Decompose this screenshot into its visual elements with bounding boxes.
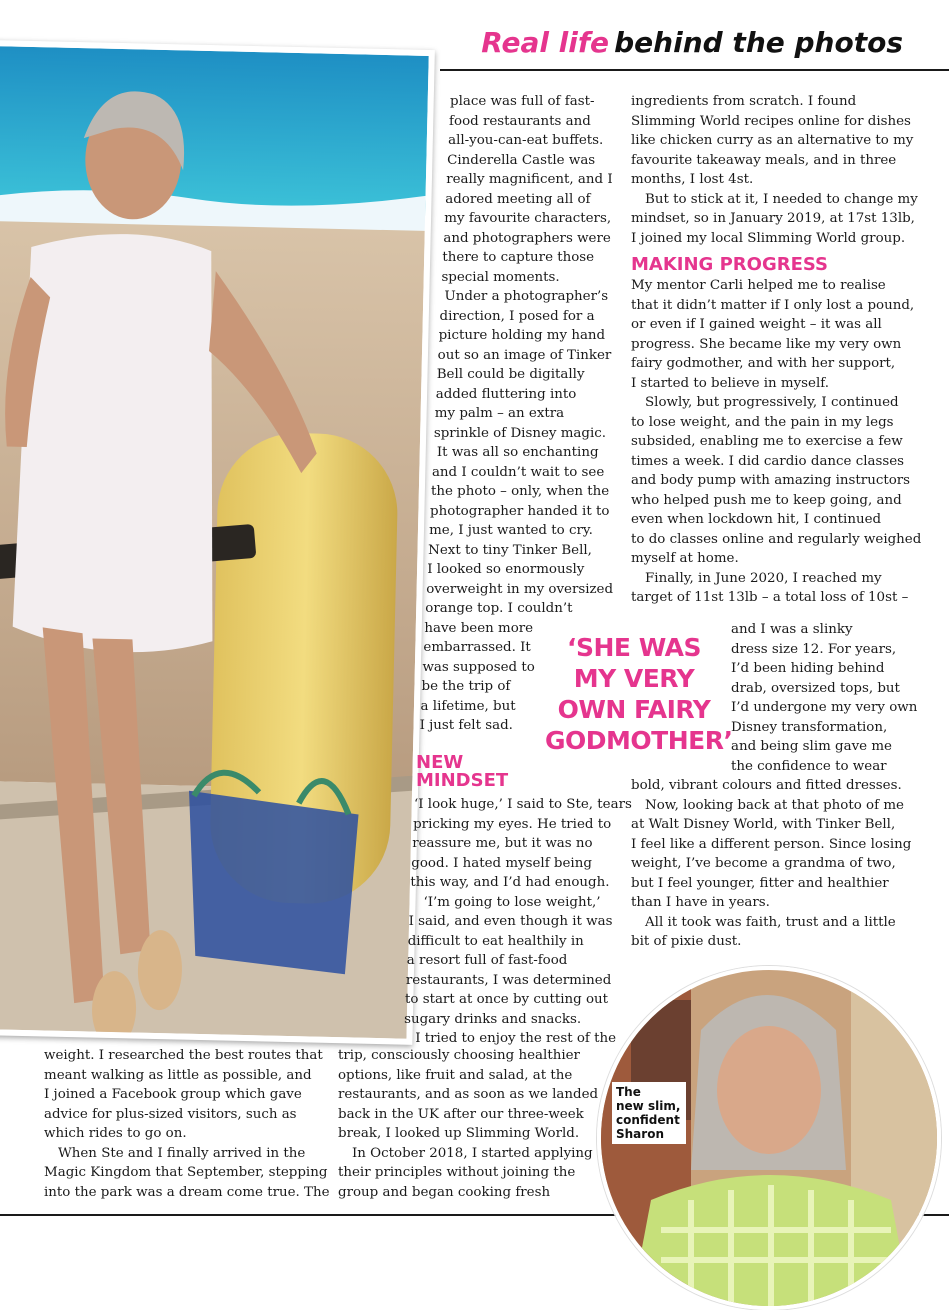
text-line: I’d undergone my very own	[731, 700, 918, 715]
text-line: added fluttering into	[435, 386, 577, 402]
text-line: I just felt sad.	[419, 718, 513, 733]
text-line: All it took was faith, trust and a little	[645, 914, 896, 930]
subhead-new-line: NEW	[416, 752, 464, 773]
text-line: and I was a slinky	[731, 622, 853, 637]
text-line: group and began cooking fresh	[338, 1184, 551, 1200]
text-line: to do classes online and regularly weighed	[631, 531, 922, 547]
text-line: food restaurants and	[449, 113, 591, 129]
text-line: picture holding my hand	[438, 328, 606, 343]
text-line: When Ste and I finally arrived in the	[58, 1145, 306, 1161]
text-line: I started to believe in myself.	[631, 375, 829, 391]
text-line: I tried to enjoy the rest of the	[415, 1031, 617, 1046]
text-line: I joined my local Slimming World group.	[631, 230, 906, 246]
text-line: embarrassed. It	[423, 640, 531, 655]
text-line: I looked so enormously	[427, 562, 585, 577]
text-line: really magnificent, and I	[446, 172, 613, 187]
caption-line: new slim,	[616, 1099, 681, 1113]
text-line: Cinderella Castle was	[447, 152, 596, 168]
text-line: restaurants, I was determined	[405, 972, 612, 988]
column-3-narrow	[731, 620, 918, 776]
text-line: Now, looking back at that photo of me	[645, 797, 904, 813]
text-line: but I feel younger, fitter and healthier	[631, 875, 889, 891]
text-line: weight, I’ve become a grandma of two,	[631, 856, 896, 871]
text-line: this way, and I’d had enough.	[410, 875, 610, 890]
text-line: fairy godmother, and with her support,	[631, 356, 896, 371]
header-real-life: Real life	[481, 26, 610, 59]
section-header	[481, 26, 903, 70]
text-line: trip, consciously choosing healthier	[338, 1048, 580, 1063]
text-line: special moments.	[441, 269, 560, 285]
text-line: Bell could be digitally	[436, 367, 585, 382]
text-line: times a week. I did cardio dance classes	[631, 453, 905, 469]
pull-quote-line: OWN FAIRY	[557, 695, 711, 724]
text-line: and being slim gave me	[731, 739, 892, 754]
text-line: Magic Kingdom that September, stepping	[44, 1165, 328, 1180]
article-column-3	[631, 92, 922, 608]
text-line: into the park was a dream come true. The	[44, 1184, 330, 1200]
text-line: to lose weight, and the pain in my legs	[631, 414, 894, 430]
text-line: advice for plus-sized visitors, such as	[44, 1106, 297, 1122]
text-line: good. I hated myself being	[411, 855, 592, 871]
text-line: ingredients from scratch. I found	[631, 94, 857, 109]
text-line: place was full of fast-	[450, 94, 595, 109]
text-line: restaurants, and as soon as we landed	[338, 1087, 599, 1102]
text-line: and body pump with amazing instructors	[631, 473, 911, 488]
text-line: direction, I posed for a	[439, 308, 595, 324]
column-3-part-c	[631, 776, 911, 952]
text-line: even when lockdown hit, I continued	[631, 512, 882, 527]
text-line: at Walt Disney World, with Tinker Bell,	[631, 817, 896, 832]
text-line: Slimming World recipes online for dishes	[631, 113, 911, 129]
text-line: break, I looked up Slimming World.	[338, 1126, 580, 1141]
text-line: have been more	[424, 620, 534, 636]
article-column-2-bottom	[338, 1046, 608, 1202]
text-line: reassure me, but it was no	[412, 836, 593, 851]
text-line: who helped push me to keep going, and	[631, 492, 902, 508]
text-line: and photographers were	[443, 230, 611, 246]
text-line: Next to tiny Tinker Bell,	[428, 542, 592, 558]
text-line: I feel like a different person. Since losing	[631, 836, 912, 852]
text-line: orange top. I couldn’t	[425, 601, 573, 616]
text-line: photographer handed it to	[430, 503, 610, 519]
text-line: I joined a Facebook group which gave	[44, 1087, 302, 1102]
text-line: overweight in my oversized	[426, 581, 614, 597]
caption-line: confident	[616, 1113, 680, 1127]
text-line: options, like fruit and salad, at the	[338, 1067, 573, 1083]
text-line: months, I lost 4st.	[631, 172, 754, 187]
text-line: a resort full of fast-food	[406, 953, 568, 968]
text-line: that it didn’t matter if I only lost a pound,	[631, 297, 915, 313]
text-line: adored meeting all of	[445, 191, 591, 207]
pull-quote-line: MY VERY	[573, 664, 695, 693]
text-line: and I couldn’t wait to see	[431, 464, 605, 480]
pull-quote	[545, 632, 733, 756]
text-line: ‘I look huge,’ I said to Ste, tears	[414, 797, 632, 812]
subhead-mindset-line: MINDSET	[416, 770, 509, 791]
text-line: be the trip of	[421, 679, 511, 694]
text-line: drab, oversized tops, but	[731, 680, 900, 696]
text-line: sprinkle of Disney magic.	[433, 425, 606, 441]
text-line: bit of pixie dust.	[631, 934, 742, 949]
text-line: It was all so enchanting	[436, 445, 599, 460]
text-line: subsided, enabling me to exercise a few	[631, 434, 903, 449]
article-column-1-bottom	[44, 1046, 330, 1202]
text-line: meant walking as little as possible, and	[44, 1067, 312, 1083]
text-line: myself at home.	[631, 551, 739, 566]
text-line: target of 11st 13lb – a total loss of 10st –	[631, 590, 909, 605]
text-line: bold, vibrant colours and fitted dresses.	[631, 778, 902, 793]
subhead-new-mindset	[416, 754, 508, 790]
photo-caption	[612, 1082, 686, 1144]
text-line: than I have in years.	[631, 895, 770, 910]
text-line: I’d been hiding behind	[731, 661, 885, 676]
caption-line: The	[616, 1085, 641, 1099]
text-line: my palm – an extra	[434, 406, 565, 421]
text-line: my favourite characters,	[444, 211, 612, 226]
caption-line: Sharon	[616, 1127, 664, 1141]
text-line: But to stick at it, I needed to change my	[645, 191, 918, 207]
subhead-making-progress: MAKING PROGRESS	[631, 254, 828, 275]
text-line: progress. She became like my very own	[631, 336, 902, 352]
text-line: Slowly, but progressively, I continued	[645, 395, 899, 410]
text-line: to start at once by cutting out	[405, 992, 609, 1007]
text-line: favourite takeaway meals, and in three	[631, 152, 897, 168]
text-line: difficult to eat healthily in	[407, 933, 584, 949]
text-line: or even if I gained weight – it was all	[631, 317, 882, 332]
pull-quote-line: ‘SHE WAS	[566, 633, 701, 662]
text-line: Under a photographer’s	[444, 289, 609, 304]
text-line: Disney transformation,	[731, 719, 888, 735]
text-line: sugary drinks and snacks.	[404, 1011, 582, 1027]
text-line: me, I just wanted to cry.	[429, 523, 593, 538]
text-line: I said, and even though it was	[408, 914, 613, 929]
beach-photo-image	[0, 46, 429, 1039]
text-line: their principles without joining the	[338, 1165, 576, 1180]
text-line: In October 2018, I started applying	[352, 1145, 593, 1161]
text-line: all-you-can-eat buffets.	[448, 133, 604, 148]
text-line: there to capture those	[442, 250, 595, 265]
text-line: the photo – only, when the	[431, 484, 610, 499]
pull-quote-line: GODMOTHER’	[545, 726, 733, 755]
column-3-part-a	[631, 92, 918, 248]
text-line: which rides to go on.	[44, 1126, 187, 1141]
text-line: pricking my eyes. He tried to	[413, 816, 612, 832]
text-line: ‘I’m going to lose weight,’	[423, 894, 601, 910]
text-line: dress size 12. For years,	[731, 641, 897, 657]
header-rule	[440, 69, 949, 71]
column-3-part-b	[631, 276, 922, 608]
text-line: the confidence to wear	[731, 758, 887, 774]
text-line: Finally, in June 2020, I reached my	[645, 570, 882, 586]
text-line: out so an image of Tinker	[437, 347, 612, 363]
text-line: was supposed to	[422, 659, 535, 675]
header-behind-photos: behind the photos	[614, 26, 903, 59]
text-line: mindset, so in January 2019, at 17st 13lb,	[631, 211, 915, 226]
text-line: weight. I researched the best routes that	[44, 1048, 323, 1063]
text-line: like chicken curry as an alternative to my	[631, 133, 914, 148]
text-line: back in the UK after our three-week	[338, 1106, 584, 1122]
text-line: a lifetime, but	[420, 698, 516, 714]
beach-photo	[0, 40, 435, 1045]
text-line: My mentor Carli helped me to realise	[631, 278, 886, 293]
